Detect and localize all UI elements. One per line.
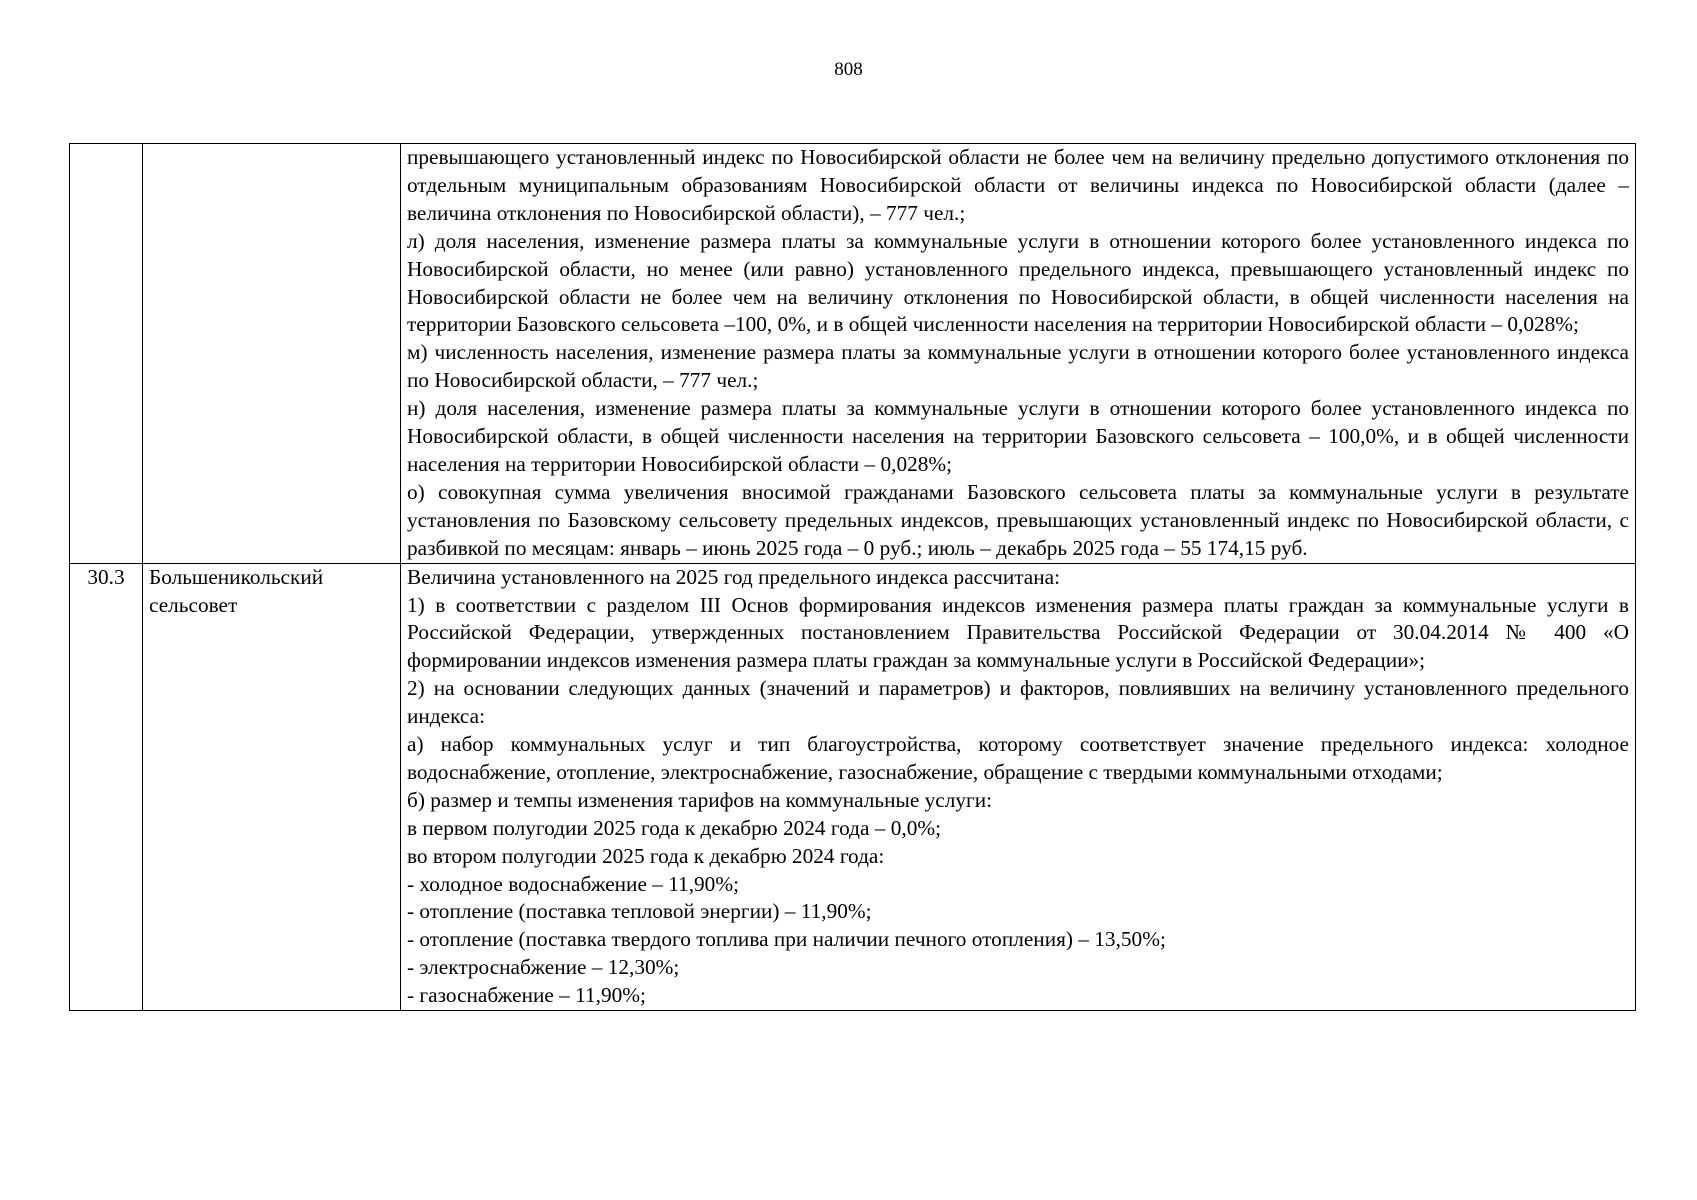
paragraph: - отопление (поставка тепловой энергии) – 11,90%; [407,899,872,924]
table-row [70,563,1636,1011]
document-table [69,143,1636,1011]
paragraph: 2) на основании следующих данных (значений и параметров) и факторов, повлиявших на величину установленного предельного индекса: [407,676,1629,729]
paragraph: л) доля населения, изменение размера платы за коммунальные услуги в отношении которого более установленного индекса по Новосибирской области, но менее (или равно) установленного предельного индекса, превышающего установленный индекс по Новосибирской области не более чем на величину отклонения по Новосибирской области, в общей численности населения на территории Базовского сельсовета –100, 0%, и в общей численности населения на территории Новосибирской области – 0,028%; [407,228,1629,337]
paragraph: б) размер и темпы изменения тарифов на коммунальные услуги: [407,787,993,812]
municipality-name-cell [143,144,401,564]
paragraph: н) доля населения, изменение размера платы за коммунальные услуги в отношении которого более установленного индекса по Новосибирской области, в общей численности населения на территории Базовского сельсовета – 100,0%, и в общей численности населения на территории Новосибирской области – 0,028%; [407,396,1629,476]
paragraph: - отопление (поставка твердого топлива при наличии печного отопления) – 13,50%; [407,927,1166,952]
paragraph: во втором полугодии 2025 года к декабрю 2024 года: [407,843,885,868]
paragraph: - электроснабжение – 12,30%; [407,955,680,980]
paragraph: в первом полугодии 2025 года к декабрю 2024 года – 0,0%; [407,815,942,840]
paragraph: м) численность населения, изменение размера платы за коммунальные услуги в отношении которого более установленного индекса по Новосибирской области, – 777 чел.; [407,340,1629,393]
row-number-cell: 30.3 [70,563,143,1011]
table-row [70,144,1636,564]
paragraph: Величина установленного на 2025 год предельного индекса рассчитана: [407,564,1061,589]
paragraph: - холодное водоснабжение – 11,90%; [407,871,739,896]
municipality-name-cell: Большеникольский сельсовет [143,563,401,1011]
paragraph: - газоснабжение – 11,90%; [407,983,646,1008]
description-cell [401,144,1636,564]
page-number: 808 [834,59,863,80]
row-number-cell [70,144,143,564]
description-cell [401,563,1636,1011]
paragraph: о) совокупная сумма увеличения вносимой гражданами Базовского сельсовета платы за коммунальные услуги в результате установления по Базовскому сельсовету предельных индексов, превышающих установленный индекс по Новосибирской области, с разбивкой по месяцам: январь – июнь 2025 года – 0 руб.; июль – декабрь 2025 года – 55 174,15 руб. [407,479,1629,560]
paragraph: 1) в соответствии с разделом III Основ формирования индексов изменения размера платы граждан за коммунальные услуги в Российской Федерации, утвержденных постановлением Правительства Российской Федерации от 30.04.2014 № 400 «О формировании индексов изменения размера платы граждан за коммунальные услуги в Российской Федерации»; [407,592,1629,673]
paragraph: а) набор коммунальных услуг и тип благоустройства, которому соответствует значение предельного индекса: холодное водоснабжение, отопление, электроснабжение, газоснабжение, обращение с твердыми коммунальными отходами; [407,732,1629,784]
paragraph: превышающего установленный индекс по Новосибирской области не более чем на величину предельно допустимого отклонения по отдельным муниципальным образованиям Новосибирской области от величины индекса по Новосибирской области (далее – величина отклонения по Новосибирской области), – 777 чел.; [407,145,1629,225]
